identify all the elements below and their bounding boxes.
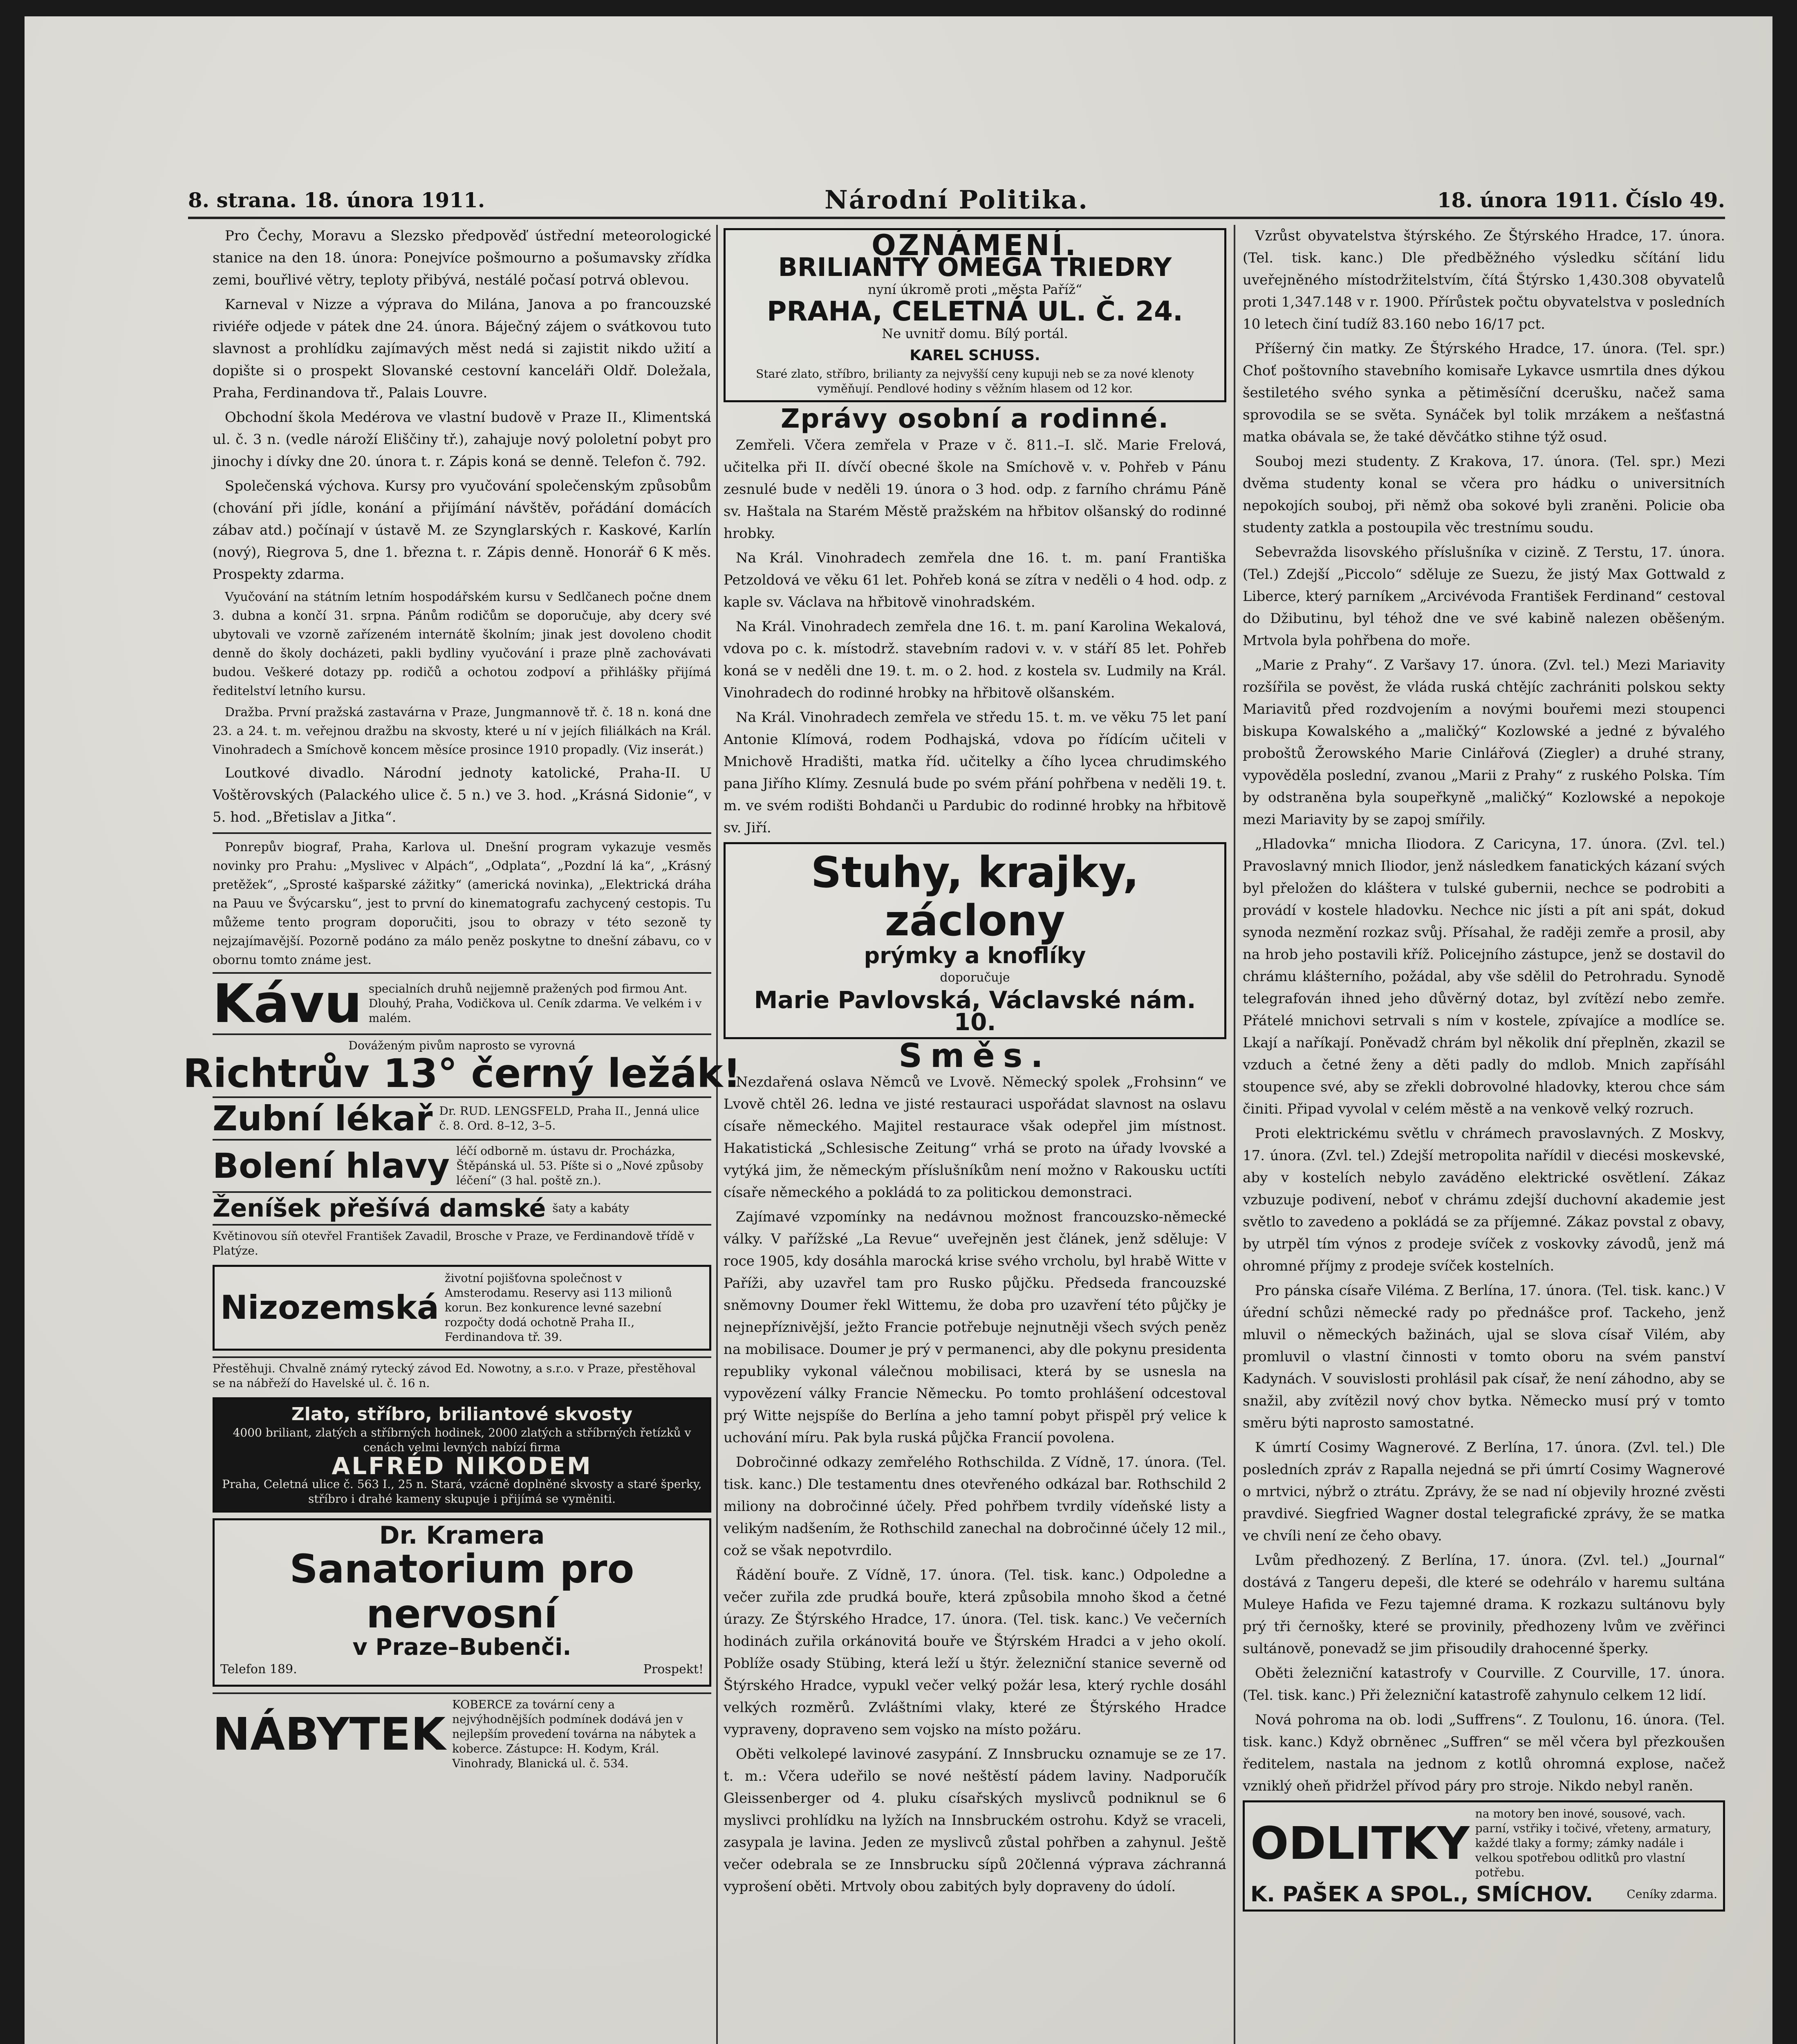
news-item: Loutkové divadlo. Národní jednoty katolické, Praha-II. U Voštěrovských (Palackého ulice č. 5 n.) ve 3. hod. „Krásná Sidonie“, v 5. hod. „Břetislav a Jitka“. [213, 765, 711, 825]
ad-headline: ODLITKY [1250, 1817, 1470, 1869]
news-item: Řádění bouře. Z Vídně, 17. února. (Tel. tisk. kanc.) Odpoledne a večer zuřila zde prudká bouře, která způsobila mnoho škod a četné úrazy. Ze Štýrského Hradce, 17. února. (Tel. tisk. kanc.) Ve večerních hodinách zuřila orkánovitá bouře ve Štýrském Hradci a v jeho okolí. Poblíže osady Stübing, která leží u štýr. železniční stanice severně od Štýrského Hradce, vypukl večer velký požár lesa, který rychle dosáhl velkých rozměrů. Zvláštními vlaky, které ze Štýrského Hradce vypraveny, dopraveno sem vojsko na místo požáru. [724, 1567, 1226, 1738]
ad-headline: Zubní lékař [213, 1098, 433, 1139]
ad-dentist [213, 1096, 711, 1139]
news-item: Obchodní škola Medérova ve vlastní budově v Praze II., Klimentská ul. č. 3 n. (vedle nároží Eliščiny tř.), zahajuje nový pololetní pobyt pro jinochy i dívky dne 20. února t. r. Zápis koná se denně. Telefon č. 792. [213, 409, 711, 470]
news-item: „Marie z Prahy“. Z Varšavy 17. února. (Zvl. tel.) Mezi Mariavity rozšířila se pověst, že vláda ruská chtějíc zachrániti polskou sekty Mariavitů před rozdvojením a novými bouřemi mezi stoupenci biskupa Kowalského a „maličký“ Kozlowské a jedné z bývalého proboštů Žerowského Marie Cinlářová (Ziegler) a druhé strany, vypověděla poslední, zvanou „Marii z Prahy“ z ruského Polska. Tím by odstraněna byla soupeřkyně „maličký“ Kozlowské a nepokoje mezi Mariavity by se zapoj smířily. [1243, 657, 1725, 828]
ad-text: Květinovou síň otevřel František Zavadil, Brosche v Praze, ve Ferdinandově třídě v Platýze. [213, 1229, 695, 1257]
ad-text: Dováženým pivům naprosto se vyrovná [348, 1039, 576, 1052]
news-item: „Hladovka“ mnicha Iliodora. Z Caricyna, 17. února. (Zvl. tel.) Pravoslavný mnich Iliodor, jenž následkem fanatických kázaní svých byl přeložen do kláštera v tulské gubernii, nechce se podrobiti a provádí v kostele hladovku. Nechce nic jísti a pít ani spát, dokud synoda nezmění rozkaz svůj. Přísahal, že raději zemře a prosil, aby na hrob jeho postavili kříž. Policejního zástupce, jenž se dostavil do chrámu klášterního, požádal, aby vše sdělil do Petrohradu. Synodě telegrafován ihned jeho důvěrný dotaz, byl zvítězí nebo zemře. Přátelé mnichovi setrvali s ním v kostele, zpívajíce a modlíce se. Lkají a naříkají. Poněvadž chrám byl několik dní přeplněn, zkazil se vzduch a četné ženy a děti padly do mdlob. Mnich zapřísáhl stoupence své, aby se zřekli dobrovolné hladovky, kterou chce sám činiti. Připad vyvolal v celém městě a na venkově velký rozruch. [1243, 836, 1725, 1117]
ad-name: K. PAŠEK A SPOL., SMÍCHOV. [1250, 1882, 1593, 1907]
ad-text: šaty a kabáty [552, 1201, 630, 1215]
news-item: Souboj mezi studenty. Z Krakova, 17. února. (Tel. spr.) Mezi dvěma studenty konal se včera pro hádku o universitních nepokojích souboj, při němž oba sokové byli zraněni. Policie oba studenty zatkla a postoupila věc trestnímu soudu. [1243, 453, 1725, 536]
ad-engraver [213, 1356, 711, 1394]
news-item: Pro pánska císaře Viléma. Z Berlína, 17. února. (Tel. tisk. kanc.) V úřední schůzi německé rady po přednášce prof. Tackeho, jenž mluvil o německých bažinách, ujal se slova císař Vilém, aby promluvil o vlastní činnosti v tomto oboru na svém panství Kadynách. V souvislosti prohlásil pak císař, že není záhodno, aby se snažil, aby zvítězil nový chov bytka. Německo musí prý v tomto směru býti naprosto samostatné. [1243, 1282, 1725, 1431]
masthead: Národní Politika. [825, 185, 1089, 215]
ad-address: PRAHA, CELETNÁ UL. Č. 24. [767, 296, 1183, 327]
ad-insurance [213, 1265, 711, 1351]
ad-text: Dr. RUD. LENGSFELD, Praha II., Jenná ulice č. 8. Ord. 8–12, 3–5. [439, 1104, 699, 1132]
news-item: Vzrůst obyvatelstva štýrského. Ze Štýrského Hradce, 17. února. (Tel. tisk. kanc.) Dle předběžného výsledku sčítání lidu uveřejněného místodržitelstvím, čítá Štýrsko 1,430.308 obyvatelů proti 1,347.148 v r. 1900. Přírůstek počtu obyvatelstva v posledních 10 letech činí tudíž 83.160 nebo 16/17 pct. [1243, 228, 1725, 332]
ad-ribbons [724, 842, 1226, 1039]
ad-headline: NÁBYTEK [213, 1708, 446, 1760]
news-item: Zemřeli. Včera zemřela v Praze v č. 811.–I. slč. Marie Frelová, učitelka při II. dívčí obecné škole na Smíchově v. v. Pohřeb v Pánu zesnulé bude v neděli 19. února o 3 hod. odp. z farního chrámu Páně sv. Haštala na Starém Městě pražském na hřbitov olšanský do rodinné hrobky. [724, 437, 1226, 542]
ad-text: KOBERCE za tovární ceny a nejvýhodnějších podmínek dodává jen v nejlepším provedení továrna na nábytek a koberce. Zástupce: H. Kodym, Král. Vinohrady, Blanická ul. č. 534. [452, 1698, 696, 1770]
ad-footer [220, 1659, 704, 1681]
ad-flowers [213, 1224, 711, 1262]
ad-text: Ne uvnitř domu. Bílý portál. [882, 326, 1068, 341]
news-item: Lvům předhozený. Z Berlína, 17. února. (Zvl. tel.) „Journal“ dostává z Tangeru depeši, dle které se odehrálo v haremu sultána Muleye Hafida ve Fezu tajemné drama. K rozkazu sultánovu byly prý tři černošky, které se provinily, předhozeny lvům ve zvěřinci sultánově, ponevadž se jim přisoudily drahocenné šperky. [1243, 1552, 1725, 1657]
ad-text: Ceníky zdarma. [1627, 1887, 1717, 1901]
ad-diamonds [724, 228, 1226, 402]
ad-text: Staré zlato, stříbro, brilianty za nejvyšší ceny kupuji neb se za nové klenoty vyměňují. Pendlové hodiny s věžním hlasem od 12 kor. [756, 367, 1194, 395]
ad-text: léčí odborně m. ústavu dr. Procházka, Štěpánská ul. 53. Píšte si o „Nové způsoby léčení“ (3 hal. poště zn.). [456, 1144, 704, 1187]
ad-headline: Kávu [213, 973, 362, 1035]
news-item: Společenská výchova. Kursy pro vyučování společenským způsobům (chování při jídle, konání a přijímání návštěv, pořádání domácích zábav atd.) počínají v ústavě M. ze Szynglarských r. Kaskové, Karlín (nový), Riegrova 5, dne 1. března t. r. Zápis denně. Honorář 6 K měs. Prospekty zdarma. [213, 478, 711, 583]
ad-text: Přestěhuji. Chvalně známý rytecký závod Ed. Nowotny, a s.r.o. v Praze, přestěhoval se na nábřeží do Havelské ul. č. 16 n. [213, 1362, 696, 1390]
ad-headline: BRILIANTY OMEGA TRIEDRY [778, 252, 1172, 282]
section-title: Směs. [898, 1037, 1051, 1075]
news-item: Na Král. Vinohradech zemřela dne 16. t. m. paní Františka Petzoldová ve věku 61 let. Pohřeb koná se zítra v neděli o 4 hod. odp. z kaple sv. Václava na hřbitově vinohradském. [724, 550, 1226, 610]
ad-beer [183, 1033, 741, 1096]
ad-headline: Ženíšek přešívá damské [213, 1194, 546, 1223]
news-item: Dražba. První pražská zastavárna v Praze, Jungmannově tř. č. 18 n. koná dne 23. a 24. t. m. veřejnou dražbu na skvosty, které u ní v jejích filiálkách na Král. Vinohradech a Smíchově koncem měsíce prosince 1910 propadly. (Viz inserát.) [213, 705, 711, 757]
news-item: Oběti velkolepé lavinové zasypání. Z Innsbrucku oznamuje se ze 17. t. m.: Včera udeřilo se nové neštěstí pádem laviny. Nadporučík Gleissenberger od 4. pluku císařských myslivců podniknul se 6 myslivci prohlídku na lyžích na Innsbruckém ostrohu. Když se vraceli, zasypala je lavina. Jeden ze myslivců zůstal pohřben a zahynul. Ještě večer odebrala se ze Innsbrucku sípů 20členná výprava záchranná vyprošení oběti. Mrtvoly obou zabitých byly dopraveny do údolí. [724, 1746, 1226, 1895]
section-title: Zprávy osobní a rodinné. [781, 404, 1169, 434]
ad-text: Praha, Celetná ulice č. 563 I., 25 n. Stará, vzácně doplněné skvosty a staré šperky, stříbro i drahé kameny skupuje i přijímá se vyměniti. [222, 1477, 702, 1506]
ad-title: OZNÁMENÍ. [872, 229, 1078, 262]
ad-text: životní pojišťovna společnost v Amsterodamu. Reservy asi 113 milionů korun. Bez konkurence levné sazební rozpočty dodá ochotně Praha II., Ferdinandova tř. 39. [444, 1271, 672, 1344]
ad-name: Marie Pavlovská, Václavské nám. 10. [754, 986, 1196, 1036]
column-right [1243, 225, 1725, 2044]
ad-jeweller [213, 1397, 711, 1513]
news-item: Karneval v Nizze a výprava do Milána, Janova a po francouzské riviéře odjede v pátek dne 24. února. Báječný zájem o svátkovou tuto slavnost a prohlídku zajímavých měst nedá si zajistit nikdo užití a dopište si o prospekt Slovanské cestovní kanceláři Oldř. Doležala, Praha, Ferdinandova tř., Palais Louvre. [213, 296, 711, 401]
ad-headline: Stuhy, krajky, záclony [811, 847, 1139, 946]
ad-text: v Praze–Bubenči. [352, 1634, 571, 1661]
page-header [188, 180, 1725, 219]
ad-name: ALFRÉD NIKODEM [332, 1452, 592, 1480]
header-right: 18. února 1911. Číslo 49. [1437, 188, 1725, 212]
ad-text: specialních druhů nejjemně pražených pod firmou Ant. Dlouhý, Praha, Vodičkova ul. Ceník zdarma. Ve velkém i v malém. [368, 982, 702, 1025]
ad-text: 4000 briliant, zlatých a stříbrných hodinek, 2000 zlatých a stříbrných řetízků v cenách velmi levných nabízí firma [233, 1426, 691, 1454]
ad-coffee [213, 972, 711, 1033]
weather-report: Pro Čechy, Moravu a Slezsko předpověď ústřední meteorologické stanice na den 18. února: Ponejvíce pošmourno a pošumavsky zřídka zemi, bouřlivé větry, teploty přibývá, nestálé počasí potrvá oblevou. [213, 228, 711, 288]
news-item: Proti elektrickému světlu v chrámech pravoslavných. Z Moskvy, 17. února. (Zvl. tel.) Zdejší metropolita nařídil v diecési moskevské, aby v kostelích nebylo zaváděno elektrické osvětlení. Zákaz vzbuzuje podivení, neboť v chrámu zdejší duchovní akademie jest světlo to zavedeno a pokládá se za příjemné. Zákaz povstal z obavy, by utrpěl tím výnos z prodeje svíček z voskovky závodů, jenž má ohromné příjmy z prodeje svíček kostelních. [1243, 1125, 1725, 1274]
news-item: Zajímavé vzpomínky na nedávnou možnost francouzsko-německé války. V pařížské „La Revue“ uveřejněn jest článek, jenž sděluje: V roce 1905, kdy dosáhla marocká krise svého vrcholu, byl hrabě Witte v Paříži, aby uzavřel tam pro Rusko půjčku. Předseda francouzské sněmovny Doumer řekl Wittemu, že doba pro uzavření této půjčky je nejnepříznivější, ježto Francie potřebuje nejnutněji všech svých peněz na mobilisace. Doumer je prý v permanenci, aby dle pokynu presidenta republiky vykonal válečnou mobilisaci, která by se usnesla na vypovězení války Francie Německu. Po tomto prohlášení odcestoval prý Witte nejspíše do Berlína a jeho tamní pobyt přispěl prý velice k uchování míru. Pak byla ruská půjčka Francií povolena. [724, 1209, 1226, 1446]
ad-castings [1243, 1800, 1725, 1912]
news-item: Příšerný čin matky. Ze Štýrského Hradce, 17. února. (Tel. spr.) Choť poštovního stavebního komisaře Lykavce usmrtila dnes dýkou šestiletého svého synka a pětiměsíční dcerušku, načež sama sprovodila se se světa. Synáček byl tolik mrzákem a nešťastná matka obávala se, že také děvčátko stihne týž osud. [1243, 341, 1725, 445]
column-left [183, 225, 741, 2044]
column-rule [716, 225, 718, 2044]
ad-sanatorium [213, 1518, 711, 1687]
news-item: Sebevražda lisovského příslušníka v cizině. Z Terstu, 17. února. (Tel.) Zdejší „Piccolo“ sděluje ze Suezu, že jistý Max Gottwald z Liberce, který parníkem „Arcivévoda František Ferdinand“ cestoval do Džibutinu, byl téhož dne ve své kabině nalezen oběšeným. Mrtvola byla pohřbena do moře. [1243, 544, 1725, 649]
ad-furniture [213, 1692, 711, 1774]
ad-headline: Zlato, stříbro, briliantové skvosty [291, 1404, 633, 1425]
news-item: Na Král. Vinohradech zemřela ve středu 15. t. m. ve věku 75 let paní Antonie Klímová, rodem Podhajská, vdova po řídícím učiteli v Mnichově Hradišti, matka říd. učitelky a čího lycea chrudimského pana Jiřího Klímy. Zesnulá bude po svém přání pohřbena v neděli 19. t. m. ve svém rodišti Bohdanči u Pardubic do rodinné hrobky na hřbitově sv. Jiří. [724, 709, 1226, 836]
news-item: Nová pohroma na ob. lodi „Suffrens“. Z Toulonu, 16. února. (Tel. tisk. kanc.) Když obrněnec „Suffren“ se měl včera byl přezkoušen ředitelem, nastala na jednom z kotlů ohromná explose, načež vzniklý oheň přidržel přívod páry pro stroje. Nikdo nebyl raněn. [1243, 1712, 1725, 1794]
news-item: Na Král. Vinohradech zemřela dne 16. t. m. paní Karolina Wekalová, vdova po c. k. místodrž. stavebním radovi v. v. v stáří 85 let. Pohřeb koná se v neděli dne 19. t. m. o 2. hod. z kostela sv. Ludmily na Král. Vinohradech do rodinné hrobky na hřbitově olšanském. [724, 619, 1226, 701]
ad-headache [213, 1139, 711, 1191]
column-middle [724, 225, 1226, 2044]
ad-text: Dr. Kramera [379, 1521, 545, 1550]
ad-text: doporučuje [940, 970, 1010, 985]
ad-prospect: Prospekt! [643, 1662, 704, 1676]
ad-tailor [213, 1191, 711, 1224]
ad-name: KAREL SCHUSS. [910, 347, 1040, 364]
news-item: Vyučování na státním letním hospodářském kursu v Sedlčanech počne dnem 3. dubna a končí 31. srpna. Pánům rodičům se doporučuje, aby dcery své ubytovali ve vzorně zařízeném internátě školním; jinak jest dovoleno chodit denně do školy docházeti, pakli bydliny vyučování i praze plně zachovávati budou. Veškeré dotazy pp. rodičů a ochotou zodpoví a přihlášky přijímá ředitelství letního kursu. [213, 590, 711, 698]
ad-text: prýmky a knoflíky [864, 943, 1086, 968]
ad-text: nyní úkromě proti „města Paříž“ [867, 282, 1082, 297]
ad-headline: Richtrův 13° černý ležák! [183, 1051, 741, 1096]
ad-headline: Nizozemská [220, 1289, 439, 1327]
ad-text: na motory ben inové, sousové, vach. parní, vstřiky i točivé, vřeteny, armatury, každé tlaky a formy; zámky nadále i velkou spotřebou odlitků pro vlastní potřebu. [1475, 1807, 1712, 1879]
news-item: Ponrepův biograf, Praha, Karlova ul. Dnešní program vykazuje vesměs novinky pro Prahu: „Myslivec v Alpách“, „Odplata“, „Pozdní lá ka“, „Krásný pretěžek“, „Sprosté kašparské zážitky“ (americká novinka), „Elektrická dráha na Pauu ve Švýcarsku“, jest to první do kinematografu zachycený cestopis. Tu můžeme tento program doporučiti, jsou to obrazy v této sezoně ty nejzajímavější. Pozorně podáno za málo peněz poskytne to dnešní zábavu, co v obornu tomto známe jest. [213, 840, 711, 967]
column-rule [1234, 225, 1235, 2044]
news-item: Nezdařená oslava Němců ve Lvově. Německý spolek „Frohsinn“ ve Lvově chtěl 26. ledna ve jisté restauraci uspořádat slavnost na oslavu císaře německého. Majitel restaurace však odepřel jim místnost. Hakatistická „Schlesische Zeitung“ vrhá se proto na úřady lvovské a vytýká jim, že německým příslušníkům není možno v Rakousku uctíti císaře německého a pokládá to za politickou demonstraci. [724, 1074, 1226, 1201]
news-item: K úmrtí Cosimy Wagnerové. Z Berlína, 17. února. (Zvl. tel.) Dle posledních zpráv z Rapalla nejedná se při úmrtí Cosimy Wagnerové o mrtvici, nýbrž o ztrátu. Zprávy, že se nad ní objevily hrozné zvěsti pravdivé. Siegfried Wagner dostal telegrafické zprávy, že se matka ve chvíli není ze čeho obavy. [1243, 1439, 1725, 1544]
separator [213, 832, 711, 834]
header-left: 8. strana. 18. února 1911. [188, 188, 485, 212]
news-item: Dobročinné odkazy zemřelého Rothschilda. Z Vídně, 17. února. (Tel. tisk. kanc.) Dle testamentu dnes otevřeného odkázal bar. Rothschild 2 miliony na dobročinné účely. Před pohřbem tvrdily vídeňské listy a velikým nadšením, že Rothschild zanechal na dobročinné účely 12 mil., což se však nepotvrdilo. [724, 1454, 1226, 1559]
news-item: Oběti železniční katastrofy v Courville. Z Courville, 17. února. (Tel. tisk. kanc.) Při železniční katastrofě zahynulo celkem 12 lidí. [1243, 1665, 1725, 1703]
ad-phone: Telefon 189. [220, 1662, 297, 1676]
ad-headline: Sanatorium pro nervosní [289, 1546, 634, 1637]
ad-headline: Bolení hlavy [213, 1146, 450, 1186]
